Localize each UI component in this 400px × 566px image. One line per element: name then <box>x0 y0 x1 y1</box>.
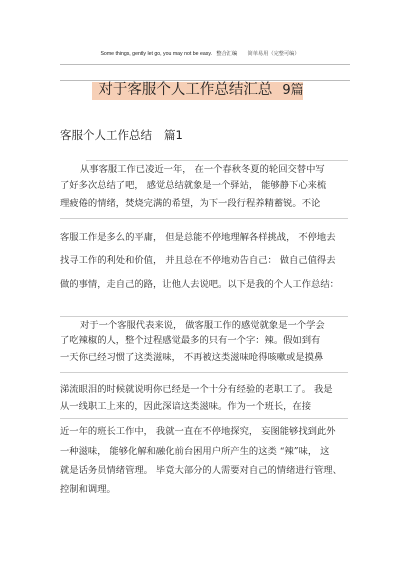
paragraph-rule <box>60 218 348 219</box>
paragraph2-line-3: 一天你已经习惯了这类滋味， 不再被这类滋味呛得咳嗽或是摸鼻 <box>60 352 324 363</box>
section-heading-number: 篇1 <box>164 128 183 142</box>
paragraph2-line-6: 近一年的班长工作中， 我就一直在不停地探究， 妄图能够找到此外 <box>60 426 336 437</box>
paragraph1-line-4: 客服工作是多么的平庸， 但是总能不停地理解各样挑战， 不停地去 <box>60 232 336 243</box>
paragraph-rule <box>86 160 348 161</box>
document-title-count: 9篇 <box>282 83 304 98</box>
paragraph2-line-5: 从一线职工上来的，因此深谙这类滋味。作为一个班长，在接 <box>60 401 312 412</box>
header-divider-top <box>60 64 350 65</box>
section-heading-text: 客服个人工作总结 <box>60 128 152 142</box>
paragraph2-line-1: 对于一个客服代表来说， 做客服工作的感觉就象是一个学会 <box>80 320 325 331</box>
paragraph2-line-2: 了吃辣椒的人，整个过程感觉最多的只有一个字：辣。假如到有 <box>60 335 321 346</box>
paragraph1-line-1: 从事客服工作已凌近一年， 在一个春秋冬夏的轮回交替中写 <box>80 164 325 175</box>
paragraph1-line-5: 找寻工作的利处和价值， 并且总在不停地劝告自己： 做自己值得去 <box>60 255 336 266</box>
paragraph1-line-6: 做的事情，走自己的路，让他人去说吧。以下是我的个人工作总结： <box>60 279 339 290</box>
paragraph2-line-4: 涕流眼泪的时候就说明你已经是一个十分有经验的老职工了。 我是 <box>60 384 333 395</box>
paragraph1-line-2: 了好多次总结了吧， 感觉总结就象是一个驿站， 能够静下心来梳 <box>60 180 327 191</box>
paragraph2-line-8: 就是话务员情绪管理。 毕竟大部分的人需要对自己的情绪进行管理、 <box>60 465 342 476</box>
paragraph-rule <box>60 316 348 317</box>
header-right-note: 简单易用（完整可编） <box>247 51 300 57</box>
paragraph2-line-7: 一种滋味， 能够化解和融化前台困用户所产生的这类 “辣”味， 这 <box>60 446 330 457</box>
header-tagline: Some things, gently let go, you may not be easy. <box>100 51 212 57</box>
header-left-note: 整合汇编 <box>216 51 238 57</box>
section-heading <box>60 127 183 143</box>
header-note <box>0 50 400 57</box>
paragraph-rule <box>60 418 348 419</box>
document-title-text: 对于客服个人工作总结汇总 <box>98 82 273 98</box>
paragraph-rule <box>60 372 348 373</box>
paragraph1-line-3: 理疲倦的情绪，焚烧完满的希望，为下一段行程养精蓄锐。不论 <box>60 198 321 209</box>
paragraph2-line-9: 控制和调理。 <box>60 484 116 495</box>
document-title <box>60 78 342 103</box>
